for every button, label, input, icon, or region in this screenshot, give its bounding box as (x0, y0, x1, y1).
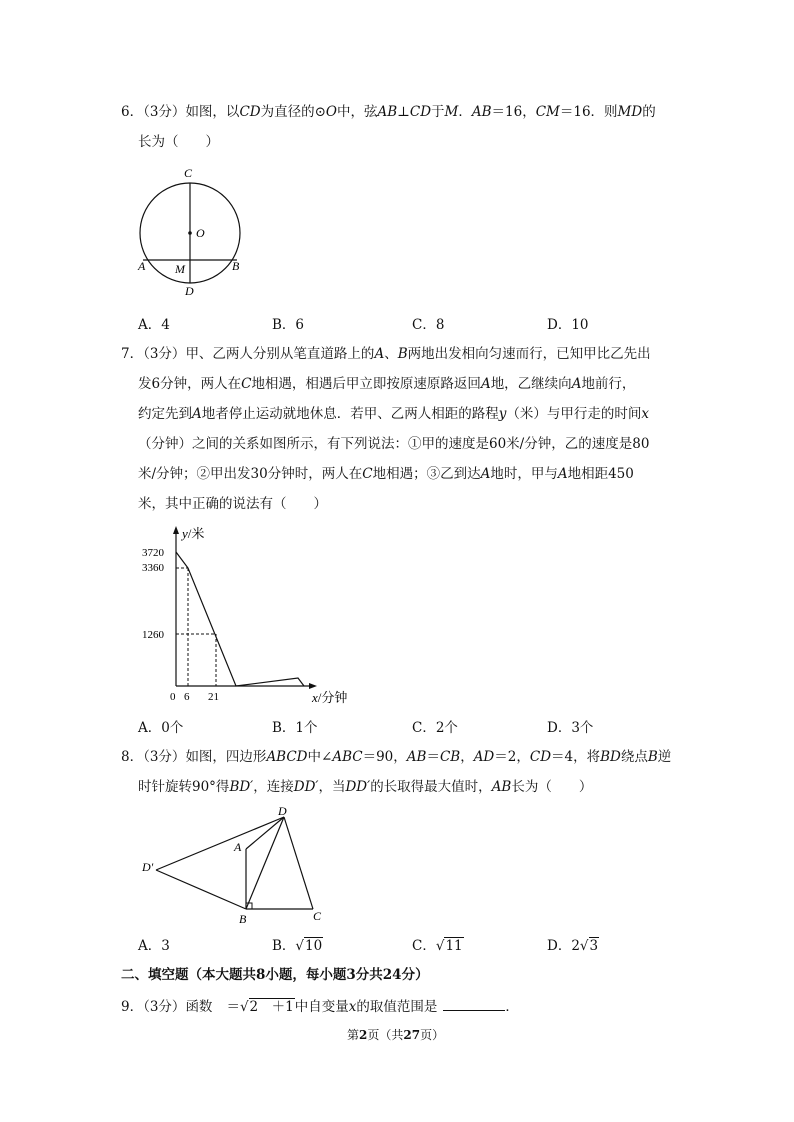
q6-label-o: O (196, 226, 205, 240)
q6-label-d: D (185, 284, 194, 298)
q7-y-arrow (173, 526, 179, 534)
q7-line2: 发6分钟，两人在C地相遇，相遇后甲立即按原速原路返回A地，乙继续向A地前行， (138, 376, 636, 392)
q6-label-a: A (138, 259, 146, 273)
q8-seg-d-c (284, 817, 313, 909)
q6-label-m: M (175, 262, 185, 276)
q7-line5: 米/分钟；②甲出发30分钟时，两人在C地相遇；③乙到达A地时，甲与A地相距450 (138, 466, 634, 482)
q7-option-a[interactable]: A．0个 (138, 720, 184, 736)
q7-line6: 米，其中正确的说法有（ ） (138, 496, 327, 512)
q6-line2: 长为（ ） (138, 134, 219, 150)
q6-center-dot (188, 231, 192, 235)
q7-line4: （分钟）之间的关系如图所示，有下列说法：①甲的速度是60米/分钟，乙的速度是80 (138, 436, 650, 452)
q8-label-b: B (239, 912, 247, 926)
q7-option-c[interactable]: C．2个 (412, 720, 458, 736)
q7-y-tick-3720: 3720 (142, 547, 164, 559)
q8-option-c[interactable]: C．√11 (412, 938, 463, 954)
q6-option-c[interactable]: C．8 (412, 317, 445, 333)
q8-line2: 时针旋转90°得BD′，连接DD′，当DD′的长取得最大值时，AB长为（ ） (138, 779, 593, 795)
q7-line1: 7．（3分）甲、乙两人分别从笔直道路上的A、B两地出发相向匀速而行，已知甲比乙先出 (121, 346, 651, 362)
q8-seg-dprime-b (156, 870, 246, 909)
q6-circle-figure (130, 160, 260, 300)
page-footer: 第2页（共27页） (347, 1028, 445, 1042)
q6-line1: 6．（3分）如图，以CD为直径的⊙O中，弦AB⊥CD于M．AB＝16，CM＝16．则MD的 (121, 104, 656, 120)
q7-y-tick-3360: 3360 (142, 562, 164, 574)
q6-label-c: C (184, 166, 193, 180)
q8-option-d[interactable]: D．2√3 (547, 938, 599, 954)
q8-option-b[interactable]: B．√10 (272, 938, 323, 954)
q7-y-tick-1260: 1260 (142, 629, 164, 641)
q7-line3: 约定先到A地者停止运动就地休息．若甲、乙两人相距的路程y（米）与甲行走的时间x (138, 406, 650, 422)
q7-y-label: y/米 (182, 526, 205, 541)
q8-option-a[interactable]: A．3 (138, 938, 170, 954)
q7-graph (136, 524, 386, 709)
q6-option-d[interactable]: D．10 (547, 317, 589, 333)
q6-option-a[interactable]: A．4 (138, 317, 170, 333)
q8-label-c: C (313, 909, 322, 923)
q7-x-arrow (309, 683, 317, 689)
q7-x-tick-6: 6 (184, 691, 190, 703)
q8-line1: 8．（3分）如图，四边形ABCD中∠ABC＝90，AB＝CB，AD＝2，CD＝4，将BD绕点B逆 (121, 749, 672, 765)
q7-graph-line (176, 552, 304, 686)
q7-x-tick-0: 0 (170, 691, 176, 703)
q8-label-dprime: D′ (142, 860, 154, 874)
q7-x-tick-21: 21 (208, 691, 219, 703)
q7-option-d[interactable]: D．3个 (547, 720, 594, 736)
q8-label-d: D (278, 804, 287, 818)
section-2-heading: 二、填空题（本大题共8小题，每小题3分共24分） (121, 967, 429, 983)
q8-label-a: A (234, 840, 242, 854)
q9-line: 9．（3分）函数 ＝√2 ＋1中自变量x的取值范围是 ． (121, 999, 519, 1015)
q6-option-b[interactable]: B．6 (272, 317, 305, 333)
q7-option-b[interactable]: B．1个 (272, 720, 318, 736)
q6-label-b: B (232, 259, 240, 273)
q9-answer-blank[interactable] (443, 998, 505, 1011)
q7-x-label: x/分钟 (312, 690, 348, 705)
q8-seg-a-d (246, 817, 284, 849)
q8-quadrilateral-figure (138, 803, 338, 928)
